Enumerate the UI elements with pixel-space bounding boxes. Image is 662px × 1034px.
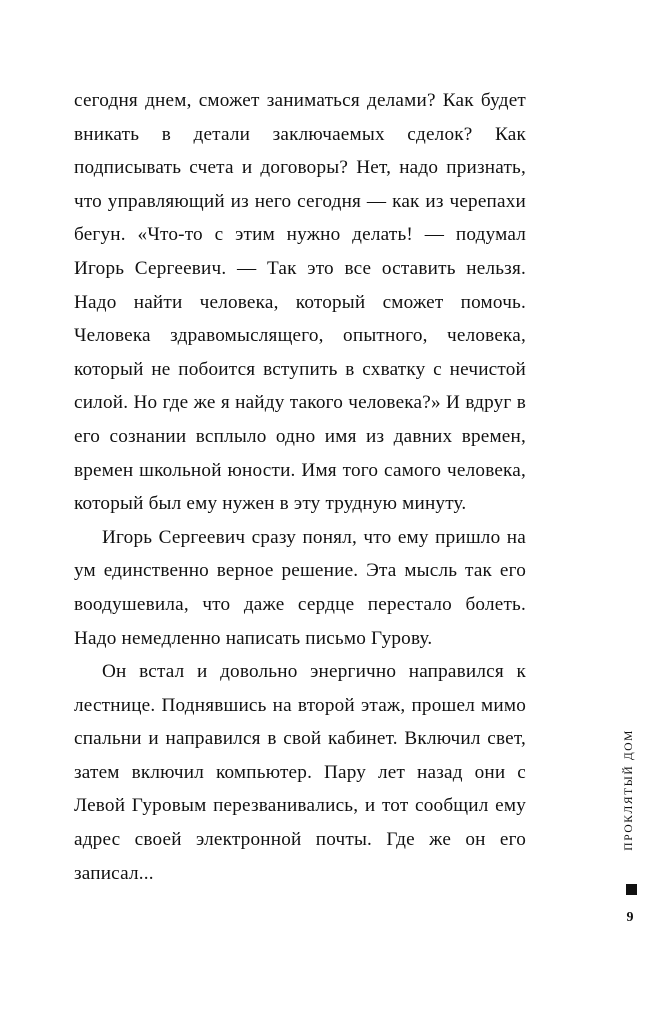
running-title-text: ПРОКЛЯТЫЙ ДОМ xyxy=(623,729,635,851)
paragraph: Игорь Сергеевич сразу понял, что ему пришло на ум единственно верное решение. Эта мысль так его воодушевила, что даже сердце перестало болеть. Надо немедленно написать письмо Гурову. xyxy=(74,526,526,649)
square-ornament-icon xyxy=(626,884,637,895)
page-number: 9 xyxy=(626,910,634,925)
paragraph: Он встал и довольно энергично направился к лестнице. Поднявшись на второй этаж, прошел мимо спальни и направился в свой кабинет. Включил свет, затем включил компьютер. Пару лет назад они с Левой Гуровым перезванивались, и тот сообщил ему адрес своей электронной почты. Где же он его записал... xyxy=(74,661,526,884)
running-title xyxy=(618,690,640,890)
body-text-column xyxy=(74,84,526,890)
paragraph: сегодня днем, сможет заниматься делами? Как будет вникать в детали заключаемых сделок? Как подписывать счета и договоры? Нет, надо признать, что управляющий из него сегодня — как из черепахи бегун. «Что-то с этим нужно делать! — подумал Игорь Сергеевич. — Так это все оставить нельзя. Надо найти человека, который сможет помочь. Человека здравомыслящего, опытного, человека, который не побоится вступить в схватку с нечистой силой. Но где же я найду такого человека?» И вдруг в его сознании всплыло одно имя из давних времен, времен школьной юности. Имя того самого человека, который был ему нужен в эту трудную минуту. xyxy=(74,90,526,515)
